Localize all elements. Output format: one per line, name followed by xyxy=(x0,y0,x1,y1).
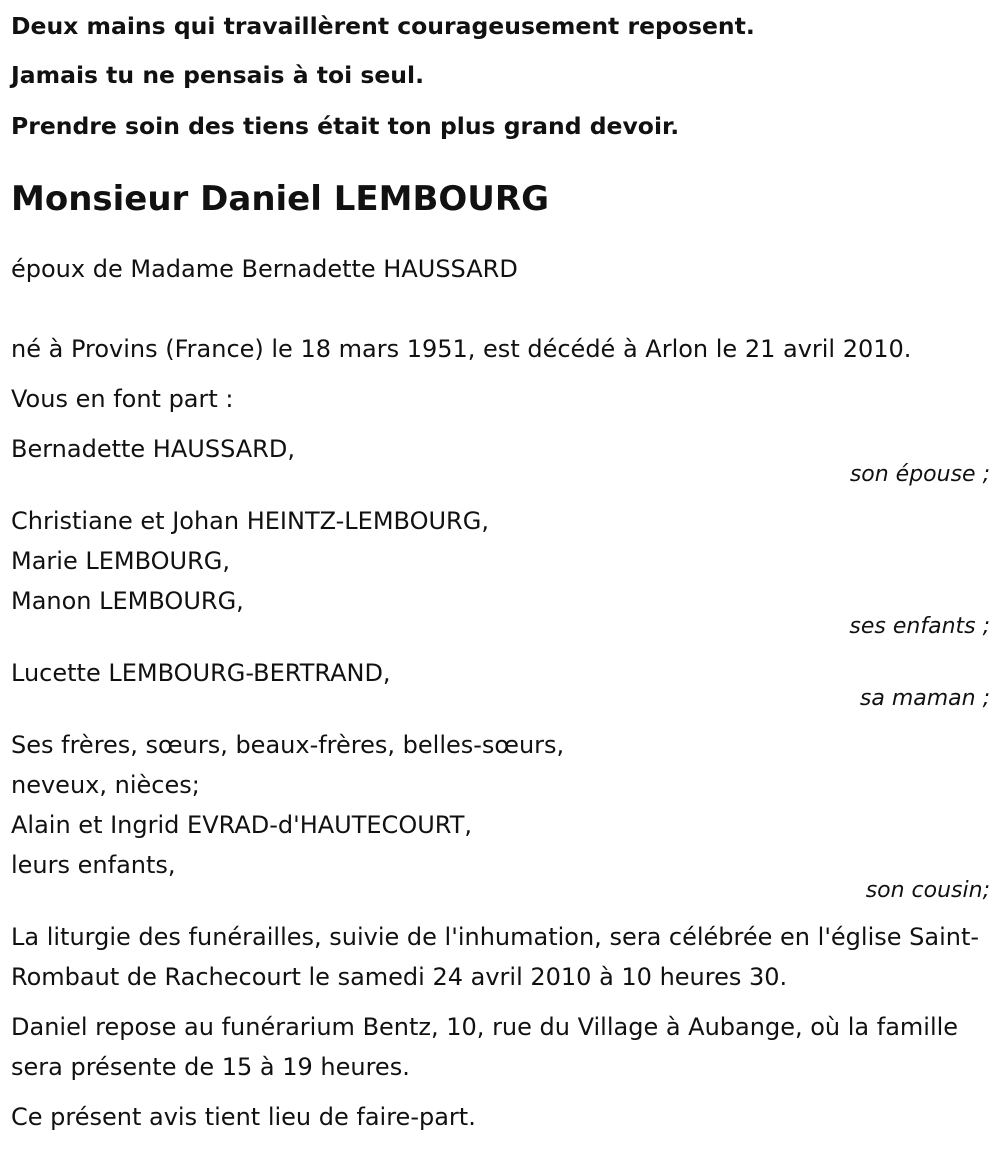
closing-line: Ce présent avis tient lieu de faire-part. xyxy=(11,1103,476,1131)
family-children-group xyxy=(11,501,990,641)
verse-line-3: Prendre soin des tiens était ton plus grand devoir. xyxy=(11,112,680,140)
family-spouse-group xyxy=(11,429,990,489)
verse-line-1: Deux mains qui travaillèrent courageusement reposent. xyxy=(11,12,755,40)
obituary-notice xyxy=(11,0,990,1137)
verse-line-2: Jamais tu ne pensais à toi seul. xyxy=(11,61,425,89)
family-name-line: leurs enfants, xyxy=(11,851,176,879)
announcement: Vous en font part : xyxy=(11,385,234,413)
family-name-line: Marie LEMBOURG, xyxy=(11,547,230,575)
family-name-line: Bernadette HAUSSARD, xyxy=(11,435,295,463)
family-name-line: Lucette LEMBOURG-BERTRAND, xyxy=(11,659,391,687)
spouse-line: époux de Madame Bernadette HAUSSARD xyxy=(11,255,518,283)
viewing-paragraph: Daniel repose au funérarium Bentz, 10, rue du Village à Aubange, où la famille sera présente de 15 à 19 heures. xyxy=(11,1013,959,1081)
relation-label: son cousin; xyxy=(865,878,990,903)
relation-label: sa maman ; xyxy=(859,686,990,711)
family-name-line: neveux, nièces; xyxy=(11,771,200,799)
deceased-name: Monsieur Daniel LEMBOURG xyxy=(11,179,549,219)
family-name-line: Alain et Ingrid EVRAD-d'HAUTECOURT, xyxy=(11,811,472,839)
family-mother-group xyxy=(11,653,990,713)
funeral-paragraph: La liturgie des funérailles, suivie de l'inhumation, sera célébrée en l'église Saint-Rombaut de Rachecourt le samedi 24 avril 2010 à 10 heures 30. xyxy=(11,923,980,991)
family-relatives-group xyxy=(11,725,990,905)
relation-label: ses enfants ; xyxy=(849,614,990,639)
relation-label: son épouse ; xyxy=(849,462,990,487)
birth-death-line: né à Provins (France) le 18 mars 1951, est décédé à Arlon le 21 avril 2010. xyxy=(11,335,912,363)
family-name-line: Christiane et Johan HEINTZ-LEMBOURG, xyxy=(11,507,489,535)
family-name-line: Manon LEMBOURG, xyxy=(11,587,244,615)
family-name-line: Ses frères, sœurs, beaux-frères, belles-sœurs, xyxy=(11,731,565,759)
